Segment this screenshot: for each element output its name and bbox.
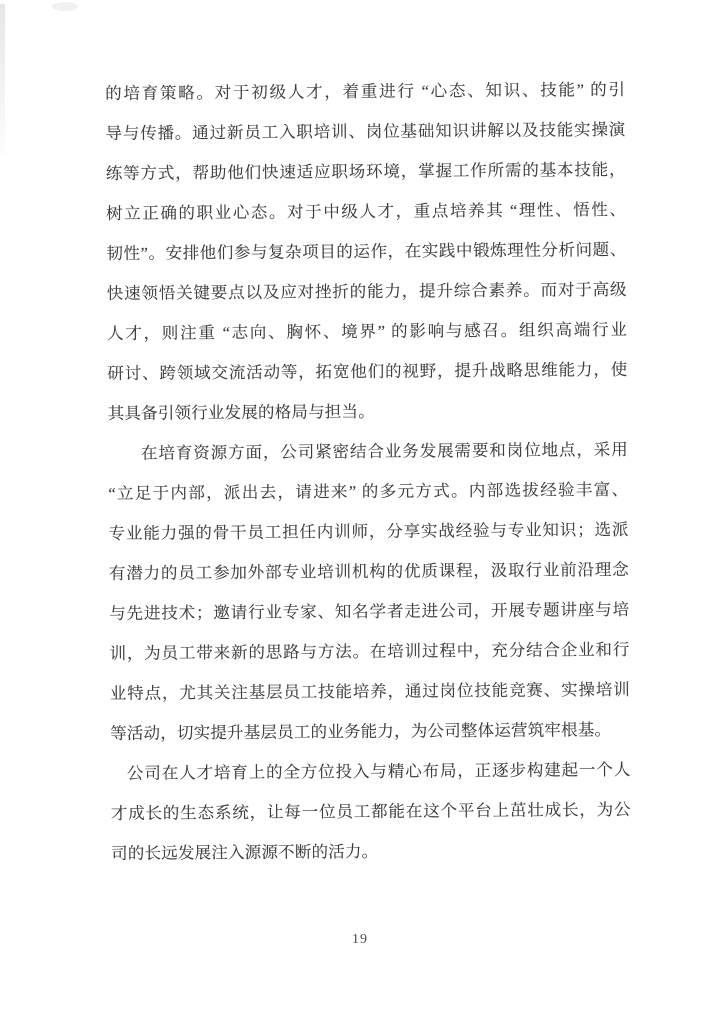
text-line: 快速领悟关键要点以及应对挫折的能力，提升综合素养。而对于高级 xyxy=(106,279,627,304)
scan-edge-artifact xyxy=(0,4,5,154)
text-line: 与先进技术；邀请行业专家、知名学者走进公司，开展专题讲座与培 xyxy=(109,599,630,624)
text-line: 训，为员工带来新的思路与方法。在培训过程中，充分结合企业和行 xyxy=(109,639,630,664)
paragraph xyxy=(108,430,630,754)
document-body xyxy=(105,70,631,874)
text-line: 树立正确的职业心态。对于中级人才，重点培养其 “理性、悟性、 xyxy=(106,199,627,224)
text-line: “立足于内部，派出去，请进来” 的多元方式。内部选拔经验丰富、 xyxy=(108,479,629,504)
text-line: 韧性”。安排他们参与复杂项目的运作，在实践中锻炼理性分析问题、 xyxy=(106,239,627,264)
paragraph xyxy=(110,750,631,874)
text-line: 人才，则注重 “志向、胸怀、境界” 的影响与感召。组织高端行业 xyxy=(106,319,628,344)
text-line: 司的长远发展注入源源不断的活力。 xyxy=(111,841,379,864)
text-line: 其具备引领行业发展的格局与担当。 xyxy=(107,401,375,424)
text-line: 专业能力强的骨干员工担任内训师，分享实战经验与专业知识；选派 xyxy=(108,519,629,544)
text-line: 公司在人才培育上的全方位投入与精心布局，正逐步构建起一个人 xyxy=(126,759,631,783)
text-line: 在培育资源方面，公司紧密结合业务发展需要和岗位地点，采用 xyxy=(140,439,629,463)
text-line: 才成长的生态系统，让每一位员工都能在这个平台上茁壮成长，为公 xyxy=(110,799,631,824)
text-line: 研讨、跨领域交流活动等，拓宽他们的视野，提升战略思维能力，使 xyxy=(107,359,628,384)
text-line: 等活动，切实提升基层员工的业务能力，为公司整体运营筑牢根基。 xyxy=(110,720,612,744)
text-line: 有潜力的员工参加外部专业培训机构的优质课程，汲取行业前沿理念 xyxy=(108,559,629,584)
text-line: 练等方式，帮助他们快速适应职场环境，掌握工作所需的基本技能， xyxy=(105,159,626,184)
paragraph xyxy=(105,70,628,434)
page-number: 19 xyxy=(352,932,368,947)
scan-smudge-artifact xyxy=(52,2,78,11)
text-line: 导与传播。通过新员工入职培训、岗位基础知识讲解以及技能实操演 xyxy=(105,119,626,144)
text-line: 业特点，尤其关注基层员工技能培养，通过岗位技能竞赛、实操培训 xyxy=(109,679,630,704)
text-line: 的培育策略。对于初级人才，着重进行 “心态、知识、技能” 的引 xyxy=(105,79,626,104)
